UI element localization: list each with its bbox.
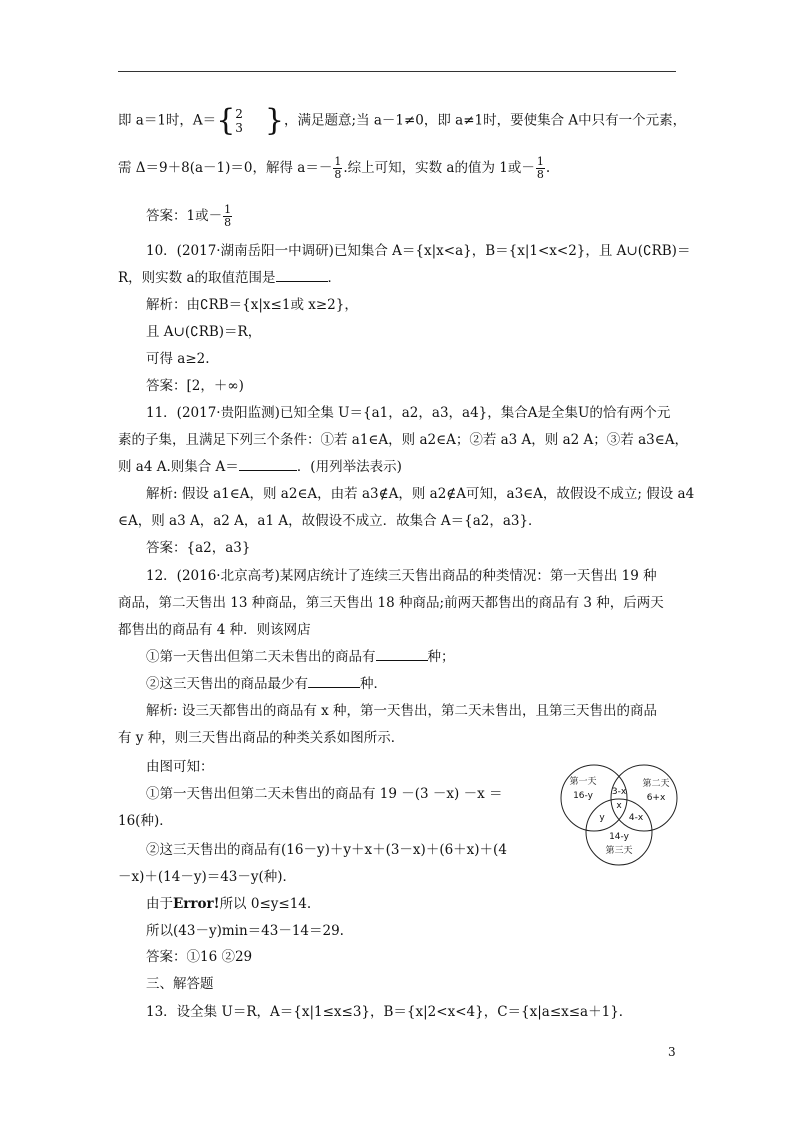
header-rule: [118, 71, 676, 72]
right-brace: }: [264, 103, 285, 138]
q13-line1: 13．设全集 U＝R，A＝{x|1≤x≤3}，B＝{x|2<x<4}，C＝{x|a≤x≤a＋1}．: [146, 1004, 633, 1020]
text: 所以 0≤y≤14.: [219, 896, 312, 912]
region-2-3: 4-x: [628, 813, 644, 823]
q11-solution-2: ∈A，则 a3 A，a2 A，a1 A，故假设不成立．故集合 A＝{a2，a3}．: [118, 513, 542, 529]
error-field: Error!: [173, 896, 220, 912]
label-day3: 第三天: [605, 846, 633, 856]
q12-solution-5: 16(种)．: [118, 813, 173, 829]
text: .: [545, 160, 551, 176]
text: 需 Δ＝9＋8(a－1)＝0，解得 a＝－: [118, 160, 333, 176]
q12-solution-4: ①第一天售出但第二天未售出的商品有 19 －(3 －x) －x ＝: [146, 786, 503, 802]
q12-solution-3: 由图可知：: [146, 759, 214, 775]
answer-blank: [308, 675, 360, 688]
circle-day2: [611, 765, 677, 831]
q11-solution-1: 解析: 假设 a1∈A，则 a2∈A，由若 a3∉A，则 a2∉A可知，a3∈A，故假设不成立; 假设 a4: [146, 486, 695, 502]
region-2-only: 6+x: [646, 793, 666, 803]
q11-line3: [118, 457, 402, 477]
section-heading: 三、解答题: [146, 976, 214, 992]
q12-line3: 都售出的商品有 4 种．则该网店: [118, 622, 311, 638]
text: 种；: [427, 649, 455, 665]
region-1-3: y: [599, 813, 605, 823]
text: 则 a4 A.则集合 A＝: [118, 459, 239, 475]
q11-line2: 素的子集，且满足下列三个条件：①若 a1∈A，则 a2∈A；②若 a3 A，则 a2 A；③若 a3∈A，: [118, 432, 688, 448]
q10-answer: 答案：[2，＋∞): [146, 378, 244, 394]
region-3-only: 14-y: [609, 832, 629, 842]
text: 由于: [146, 896, 173, 912]
q12-part1: [146, 647, 455, 667]
text: ．: [327, 270, 342, 286]
q12-solution-2: 有 y 种，则三天售出商品的种类关系如图所示．: [118, 730, 405, 746]
q10-line1: 10．(2017·湖南岳阳一中调研)已知集合 A＝{x|x<a}，B＝{x|1<x<2}，且 A∪(∁RB)＝: [146, 243, 691, 259]
q12-solution-6: ②这三天售出的商品有(16－y)＋y＋x＋(3－x)＋(6＋x)＋(4: [146, 842, 507, 858]
q12-line2: 商品，第二天售出 13 种商品，第三天售出 18 种商品;前两天都售出的商品有 3 种，后两天: [118, 595, 664, 611]
q10-solution-1: 解析：由∁RB＝{x|x≤1或 x≥2}，: [146, 297, 358, 313]
region-1-2: 3-x: [611, 787, 627, 797]
answer-blank: [376, 648, 428, 661]
set-elements: [235, 107, 243, 135]
denominator: 8: [334, 168, 342, 181]
denominator: 8: [224, 216, 232, 229]
denominator: 8: [536, 168, 544, 181]
set-top: 2: [235, 107, 243, 121]
text: .综上可知，实数 a的值为 1或－: [343, 160, 535, 176]
page-number: 3: [668, 1045, 676, 1059]
set-bottom: 3: [235, 121, 243, 135]
fraction: [333, 156, 342, 181]
numerator: 1: [536, 155, 544, 168]
venn-diagram: [556, 762, 684, 866]
text: ，满足题意;当 a－1≠0，即 a≠1时，要使集合 A中只有一个元素，: [284, 112, 687, 129]
answer-9: [146, 204, 233, 229]
line-a1-set: [118, 103, 687, 138]
q10-solution-3: 可得 a≥2.: [146, 351, 210, 367]
label-day1: 第一天: [569, 777, 597, 787]
q12-part2: [146, 674, 387, 694]
q12-solution-7: －x)＋(14－y)＝43－y(种)．: [118, 869, 297, 885]
left-brace: {: [216, 103, 236, 138]
q12-line1: 12．(2016·北京高考)某网店统计了连续三天售出商品的种类情况：第一天售出 19 种: [146, 568, 657, 584]
text: ①第一天售出但第二天未售出的商品有: [146, 649, 376, 665]
q12-solution-1: 解析: 设三天都售出的商品有 x 种，第一天售出，第二天未售出，且第三天售出的商品: [146, 703, 658, 719]
region-1-only: 16-y: [573, 791, 593, 801]
numerator: 1: [224, 203, 232, 216]
region-center: x: [616, 801, 622, 811]
q11-line1: 11．(2017·贵阳监测)已知全集 U＝{a1，a2，a3，a4}，集合A是全集U的恰有两个元: [146, 405, 671, 421]
text: 种．: [360, 676, 387, 692]
label-day2: 第二天: [642, 779, 670, 789]
circle-day1: [561, 765, 627, 831]
q12-solution-8: [146, 894, 311, 914]
text: 答案：1或－: [146, 208, 223, 224]
text: ．(用列举法表示): [296, 459, 402, 475]
line-discriminant: [118, 156, 550, 181]
q12-solution-9: 所以(43－y)min＝43－14＝29.: [146, 923, 344, 939]
fraction: [223, 204, 232, 229]
numerator: 1: [334, 155, 342, 168]
q10-solution-2: 且 A∪(∁RB)＝R，: [146, 324, 262, 340]
answer-blank: [276, 269, 328, 282]
text: 即 a＝1时，A＝: [118, 112, 217, 129]
q12-answer: 答案：①16 ②29: [146, 949, 253, 965]
text: ②这三天售出的商品最少有: [146, 676, 308, 692]
q10-line2: [118, 268, 341, 288]
q11-answer: 答案：{a2，a3}: [146, 540, 251, 556]
fraction: [536, 156, 545, 181]
answer-blank: [239, 458, 297, 471]
text: R，则实数 a的取值范围是: [118, 270, 276, 286]
